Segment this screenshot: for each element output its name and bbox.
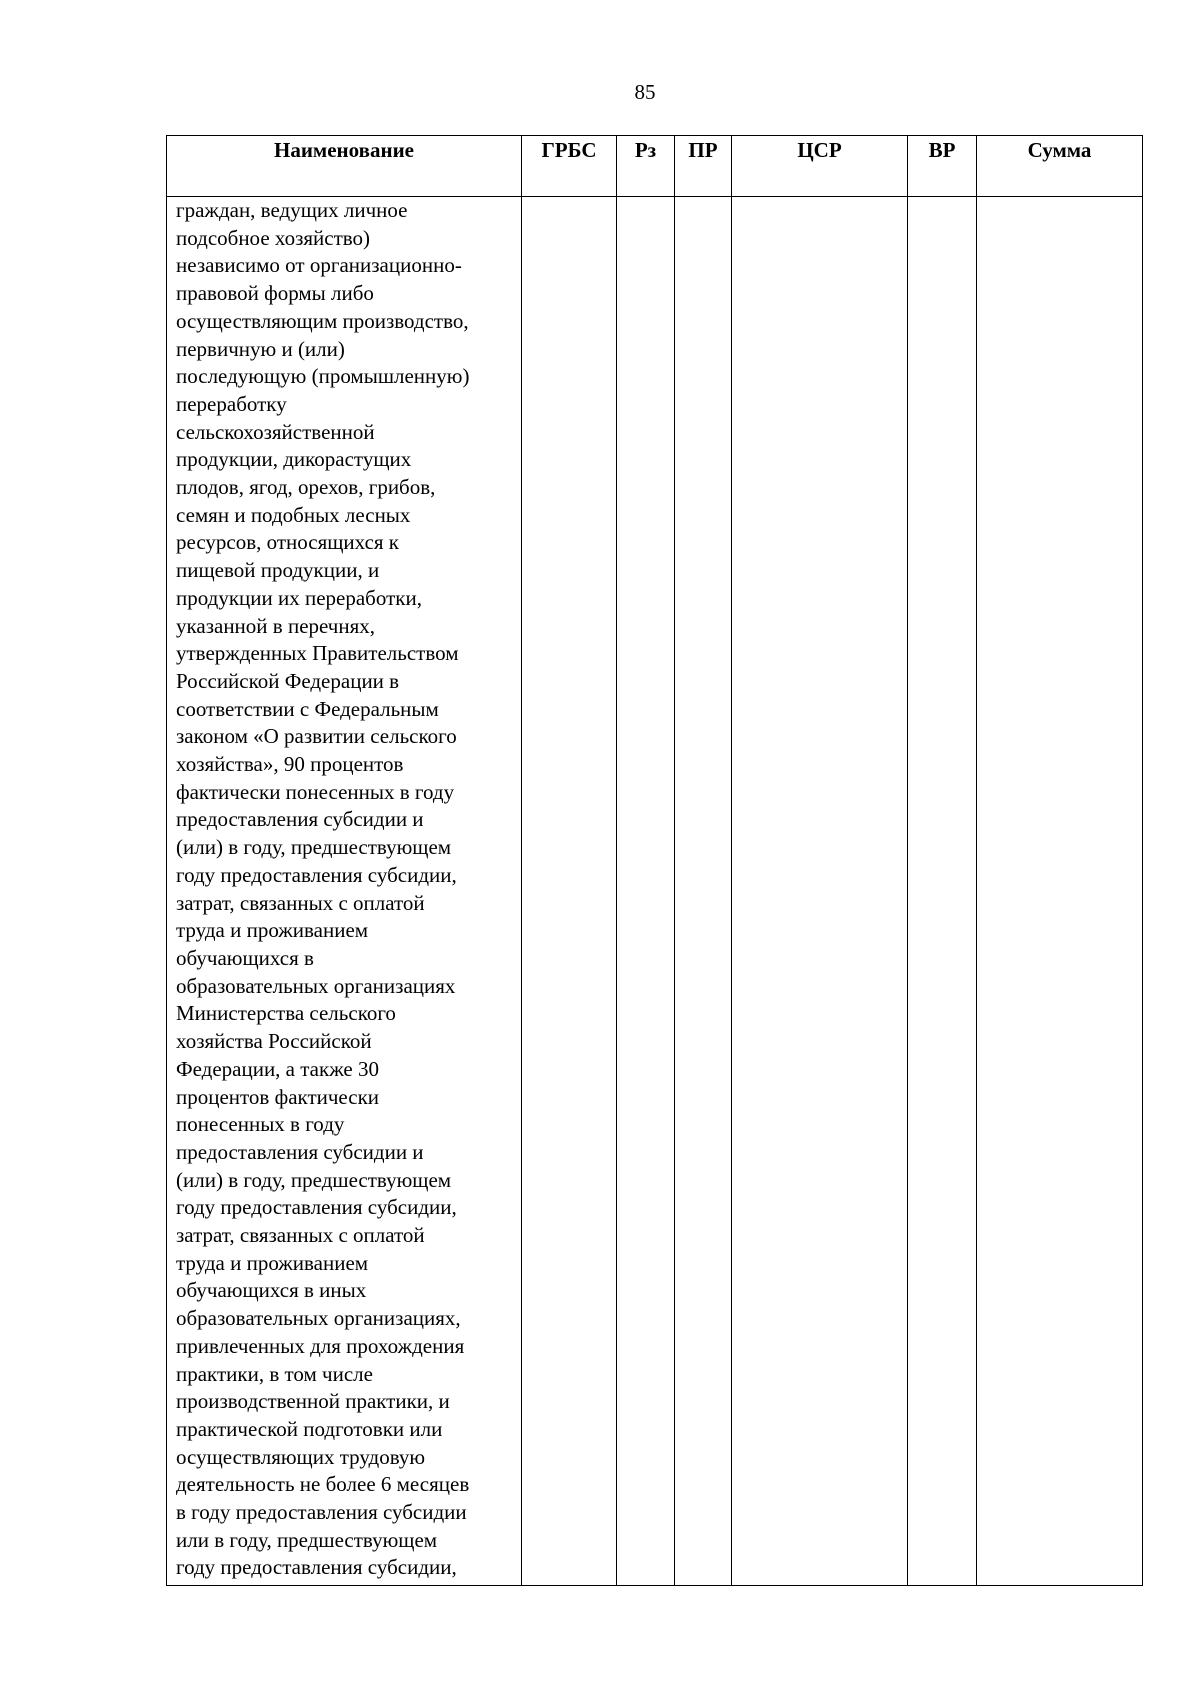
header-row [167,136,1143,197]
budget-table [166,135,1143,1586]
name-line: (или) в году, предшествующем [176,1167,452,1192]
name-line: понесенных в году [176,1112,345,1137]
name-line: труда и проживанием [176,918,369,943]
name-line: последующую (промышленную) [176,364,470,389]
name-line: пищевой продукции, и [176,558,380,583]
header-sum: Сумма [977,136,1143,197]
name-line: осуществляющих трудовую [176,1444,426,1469]
name-line: привлеченных для прохождения [176,1333,465,1358]
name-line: осуществляющим производство, [176,308,469,333]
csr-cell [732,197,908,1586]
name-line: хозяйства Российской [176,1029,372,1054]
name-line: Российской Федерации в [176,668,400,693]
name-line: производственной практики, и [176,1389,450,1414]
name-line: ресурсов, относящихся к [176,530,400,555]
pr-cell [675,197,732,1586]
name-line: сельскохозяйственной [176,419,375,444]
name-line: году предоставления субсидии, [176,862,457,887]
name-line: продукции их переработки, [176,585,422,610]
name-line: подсобное хозяйство) [176,225,371,250]
name-line: обучающихся в иных [176,1278,367,1303]
name-line: обучающихся в [176,945,314,970]
name-line: независимо от организационно- [176,253,462,278]
grbs-cell [522,197,617,1586]
name-line: первичную и (или) [176,336,345,361]
name-line: затрат, связанных с оплатой [176,890,425,915]
name-line: процентов фактически [176,1084,380,1109]
page-number: 85 [634,80,656,104]
name-cell-text [167,197,521,1582]
vr-cell [908,197,977,1586]
header-name: Наименование [167,136,522,197]
name-line: граждан, ведущих личное [176,198,408,222]
name-line: году предоставления субсидии, [176,1555,457,1580]
header-pr: ПР [675,136,732,197]
sum-cell [977,197,1143,1586]
table-row [167,197,1143,1586]
name-line: затрат, связанных с оплатой [176,1223,425,1248]
name-line: правовой формы либо [176,281,374,306]
name-line: труда и проживанием [176,1250,369,1275]
name-line: фактически понесенных в году [176,779,455,804]
name-line: семян и подобных лесных [176,502,411,527]
name-line: образовательных организациях [176,973,456,998]
name-cell [167,197,522,1586]
name-line: (или) в году, предшествующем [176,835,452,860]
name-line: предоставления субсидии и [176,1139,424,1164]
name-line: в году предоставления субсидии [176,1500,467,1525]
header-vr: ВР [908,136,977,197]
name-line: плодов, ягод, орехов, грибов, [176,475,436,500]
name-line: году предоставления субсидии, [176,1195,457,1220]
name-line: соответствии с Федеральным [176,696,439,721]
rz-cell [617,197,675,1586]
name-line: переработку [176,391,287,416]
name-line: утвержденных Правительством [176,641,459,666]
header-csr: ЦСР [732,136,908,197]
name-line: Министерства сельского [176,1001,396,1026]
name-line: законом «О развитии сельского [176,724,457,749]
name-line: или в году, предшествующем [176,1527,438,1552]
name-line: предоставления субсидии и [176,807,424,832]
header-rz: Рз [617,136,675,197]
name-line: деятельность не более 6 месяцев [176,1472,470,1497]
name-line: хозяйства», 90 процентов [176,752,404,777]
name-line: продукции, дикорастущих [176,447,412,472]
header-grbs: ГРБС [522,136,617,197]
name-line: указанной в перечнях, [176,613,376,638]
name-line: практики, в том числе [176,1361,373,1386]
name-line: образовательных организациях, [176,1306,461,1331]
name-line: практической подготовки или [176,1416,443,1441]
name-line: Федерации, а также 30 [176,1056,380,1081]
